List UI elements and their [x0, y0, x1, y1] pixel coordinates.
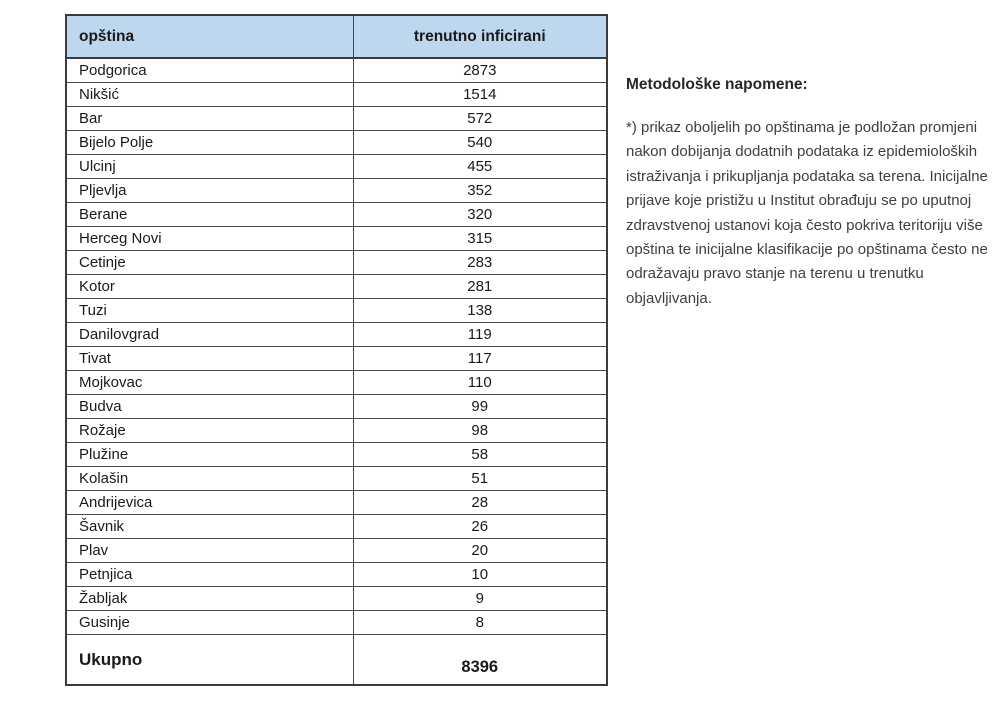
- table-row: [66, 394, 607, 418]
- table-row: [66, 490, 607, 514]
- municipality-cell: Rožaje: [66, 418, 353, 442]
- municipality-cell: Nikšić: [66, 83, 353, 107]
- infected-cell: 20: [353, 538, 607, 562]
- infected-cell: 28: [353, 490, 607, 514]
- infected-cell: 51: [353, 466, 607, 490]
- infected-cell: 320: [353, 203, 607, 227]
- infected-cell: 2873: [353, 58, 607, 83]
- table-row: [66, 442, 607, 466]
- total-value: 8396: [353, 635, 607, 686]
- infected-cell: 352: [353, 179, 607, 203]
- infected-cell: 138: [353, 299, 607, 323]
- table-row: [66, 227, 607, 251]
- table-row: [66, 586, 607, 610]
- table-row: [66, 299, 607, 323]
- methodology-notes: [626, 76, 992, 311]
- infected-cell: 99: [353, 394, 607, 418]
- infections-table: [65, 14, 608, 686]
- municipality-cell: Pljevlja: [66, 179, 353, 203]
- table-row: [66, 370, 607, 394]
- table-row: [66, 155, 607, 179]
- table-header: [66, 15, 607, 58]
- municipality-cell: Plav: [66, 538, 353, 562]
- municipality-cell: Šavnik: [66, 514, 353, 538]
- municipality-cell: Tivat: [66, 346, 353, 370]
- municipality-cell: Petnjica: [66, 562, 353, 586]
- table-row: [66, 466, 607, 490]
- municipality-cell: Tuzi: [66, 299, 353, 323]
- table-row: [66, 203, 607, 227]
- infected-cell: 9: [353, 586, 607, 610]
- municipality-cell: Plužine: [66, 442, 353, 466]
- municipality-cell: Kotor: [66, 275, 353, 299]
- table-row: [66, 83, 607, 107]
- infected-cell: 119: [353, 323, 607, 347]
- municipality-cell: Kolašin: [66, 466, 353, 490]
- total-label: Ukupno: [66, 635, 353, 686]
- column-header-infected: trenutno inficirani: [353, 15, 607, 58]
- table-row: [66, 323, 607, 347]
- infected-cell: 98: [353, 418, 607, 442]
- infected-cell: 281: [353, 275, 607, 299]
- notes-body: *) prikaz oboljelih po opštinama je podložan promjeni nakon dobijanja dodatnih podataka iz epidemioloških istraživanja i prikupljanja podataka sa terena. Inicijalne prijave koje pristižu u Institut obrađuju se po uputnoj zdravstvenoj ustanovi koja često pokriva teritoriju više opština te inicijalne klasifikacije po opštinama često ne odražavaju pravo stanje na terenu u trenutku objavljivanja.: [626, 119, 988, 307]
- header-row: [66, 15, 607, 58]
- infected-cell: 1514: [353, 83, 607, 107]
- table-row: [66, 514, 607, 538]
- total-row: [66, 635, 607, 686]
- municipality-cell: Mojkovac: [66, 370, 353, 394]
- notes-title: Metodološke napomene:: [626, 76, 808, 93]
- column-header-municipality: opština: [66, 15, 353, 58]
- table-row: [66, 251, 607, 275]
- municipality-cell: Andrijevica: [66, 490, 353, 514]
- infected-cell: 315: [353, 227, 607, 251]
- table-row: [66, 179, 607, 203]
- table-row: [66, 58, 607, 83]
- municipality-cell: Berane: [66, 203, 353, 227]
- table-row: [66, 107, 607, 131]
- infected-cell: 117: [353, 346, 607, 370]
- municipality-cell: Bijelo Polje: [66, 131, 353, 155]
- infected-cell: 572: [353, 107, 607, 131]
- municipality-cell: Žabljak: [66, 586, 353, 610]
- municipality-cell: Budva: [66, 394, 353, 418]
- municipality-cell: Podgorica: [66, 58, 353, 83]
- infected-cell: 540: [353, 131, 607, 155]
- table-footer: [66, 635, 607, 686]
- table-row: [66, 418, 607, 442]
- municipality-cell: Danilovgrad: [66, 323, 353, 347]
- infected-cell: 455: [353, 155, 607, 179]
- table-row: [66, 610, 607, 634]
- municipality-cell: Bar: [66, 107, 353, 131]
- municipality-cell: Herceg Novi: [66, 227, 353, 251]
- table-row: [66, 275, 607, 299]
- table-row: [66, 562, 607, 586]
- table-row: [66, 538, 607, 562]
- table-row: [66, 346, 607, 370]
- infected-cell: 26: [353, 514, 607, 538]
- infected-cell: 110: [353, 370, 607, 394]
- municipality-cell: Cetinje: [66, 251, 353, 275]
- infected-cell: 8: [353, 610, 607, 634]
- infected-cell: 58: [353, 442, 607, 466]
- table-body: [66, 58, 607, 635]
- municipality-cell: Ulcinj: [66, 155, 353, 179]
- infected-cell: 10: [353, 562, 607, 586]
- table-row: [66, 131, 607, 155]
- infected-cell: 283: [353, 251, 607, 275]
- municipality-cell: Gusinje: [66, 610, 353, 634]
